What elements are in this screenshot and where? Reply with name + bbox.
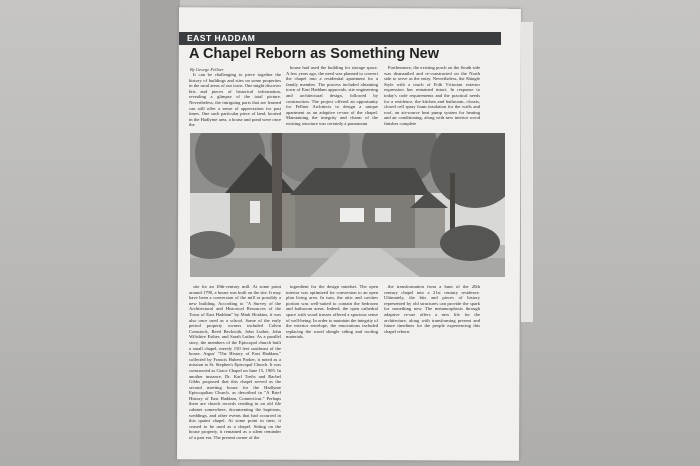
article-column-1: [189, 72, 281, 132]
adjacent-page-right: [521, 22, 533, 322]
article-column-4: [189, 284, 281, 444]
column-text: Furthermore, the existing porch on the South side was dismantled and re-constructed on the North side to serve as the entry. Nevertheless, the Shingle Style with a touch of Folk Victorian exterior expression has remained intact. In response to today's code requirements and the practical needs for a residence, the kitchen and bathroom, closets, closed cell spray foam insulation for the walls and roof, an air-source heat pump system for heating and air conditioning, along with new interior wood finishes complete: [384, 65, 480, 126]
chapel-illustration: [190, 133, 505, 277]
column-text: site for an 18th-century mill. At some point around 1790, a house was built on the site. It may have been a conversion of the mill or possibly a new building. According to "A Survey of the Architectural and Historical Resources of the Town of East Haddam" by Mark Hoskins, it was also once used as a school. Some of the early period property owners included Calvin Comstock, Reed Beckwith, John Luther, John Wiltshire Esther, and Sarah Luther. As a parallel story, the members of the Episcopal church built a small chapel, merely 150 feet southeast of the house. Argus' "The History of East Haddam," collected by Francis Hubert Parker, it noted as a mission to St. Stephen's Episcopal Church. It was constructed as Grace Chapel on June 15, 1905. In another instance, Dr. Karl Trefts and Rachel Gibbs proposed that this chapel served as the second meeting house for the Hadlyme Episcopalian Church, as described in "A Brief History of East Haddam, Connecticut." Perhaps there are church records residing in an old file cabinet somewhere, documenting the baptisms, weddings, and other events that had occurred in this quaint chapel. At some point in time, it ceased to be used as a chapel. Sitting on the house property, it remained as a silent reminder of a past era. The present owner of the: [189, 284, 281, 441]
article-column-6: [384, 284, 480, 344]
adjacent-page-left: [140, 0, 180, 466]
chapel-photograph: [190, 133, 505, 277]
column-text: It can be challenging to piece together the history of buildings and sites on some properties in the rural areas of our town. One might discover bits and pieces of historical information, revealing a glimpse of the total picture. Nevertheless, the intriguing parts that are learned can still offer a sense of appreciation for past times. One such particular piece of land, located in the Hadlyme area, a house and pond were once the: [189, 72, 281, 128]
article-column-3: [384, 65, 480, 132]
section-label: EAST HADDAM: [187, 33, 256, 43]
section-banner: [179, 32, 501, 45]
article-column-5: [286, 284, 378, 364]
column-text: ingredient for the design mindset. The open interior was optimized for conversion to an open plan living area. In turn, the attic and cavities portion was well-suited to contain the bedroom and bathroom areas. Indeed, the open cathedral space with wood trusses offered a spacious sense of well-being. In order to maintain the integrity of the exterior envelope, the renovations included replacing the wood shingle siding and roofing materials.: [286, 284, 378, 340]
article-headline: A Chapel Reborn as Something New: [189, 46, 440, 62]
column-text: the transformation from a barn of the 20th century chapel into a 21st century residence. Ultimately, the bits and pieces of history represented by old structures can provide the spark for something new. The metamorphosis through adaptive re-use offers a new life for the architecture, along with transforming present and future timelines for the people experiencing this chapel reborn.: [384, 284, 480, 334]
column-text: house had used the building for storage space. A few years ago, the need was planned to convert the chapel into a residential apartment for a family member. The process included obtaining town of East Haddam approvals, site engineering and architectural design, followed by construction. The project offered an opportunity for Fellner Architects to design a unique apartment as an adaptive re-use of the chapel. Maintaining the integrity and charm of the existing structure was certainly a paramount: [286, 65, 378, 126]
article-column-2: [286, 65, 378, 132]
article-byline: By George Fellner: [190, 67, 224, 72]
